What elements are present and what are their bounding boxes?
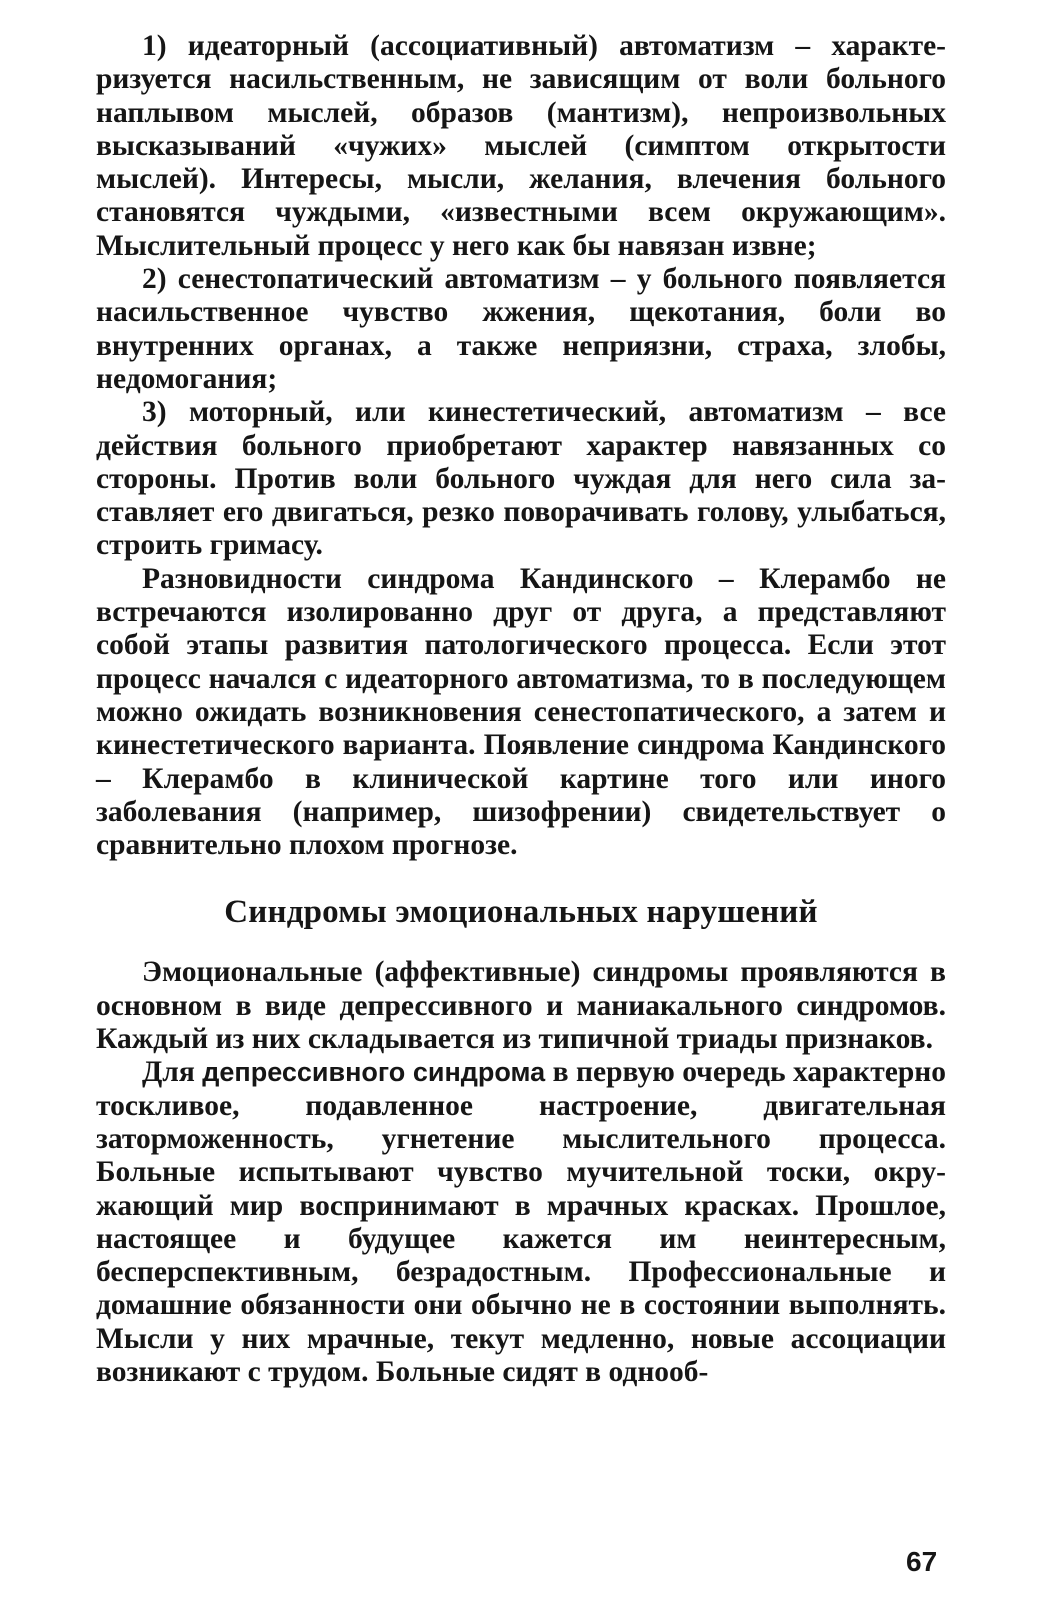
paragraph-ideatory-automatism: 1) идеаторный (ассоциативный) автоматизм – характеризуется насильственным, не зависящим от воли больного наплывом мыслей, образов (мантизм), непроизвольных высказываний «чужих» мыслей (симптом открытости мыслей). Интересы, мысли, желания, влечения больного становятся чуждыми, «известными всем окружающим». Мыслительный процесс у него как бы навязан извне; — [96, 30, 946, 262]
book-page — [96, 30, 946, 1389]
depressive-syndrome-term: депрессивного синдрома — [202, 1057, 546, 1088]
depressive-body-text: в первую очередь характерно тоскливое, подавленное настроение, двигательная заторможенность, угнетение мыслительного процесса. Больные испытывают чувство мучительной тоски, окружающий мир воспринимают в мрачных красках. Прошлое, настоящее и будущее кажется им неинтересным, бесперспективным, безрадостным. Профессиональные и домашние обязанности они обычно не в состоянии выполнять. Мысли у них мрачные, текут медленно, новые ассоциации возникают с трудом. Больные сидят в однооб- — [96, 1056, 947, 1388]
paragraph-motor-automatism: 3) моторный, или кинестетический, автоматизм – все действия больного приобретают характер навязанных со стороны. Против воли больного чуждая для него сила заставляет его двигаться, резко поворачивать голову, улыбаться, строить гримасу. — [96, 396, 946, 562]
paragraph-emotional-syndromes: Эмоциональные (аффективные) синдромы проявляются в основном в виде депрессивного и маниакального синдромов. Каждый из них складывается из типичной триады признаков. — [96, 956, 946, 1056]
paragraph-depressive-syndrome — [96, 1056, 946, 1389]
paragraph-senestopathic-automatism: 2) сенестопатический автоматизм – у больного появляется насильственное чувство жжения, щекотания, боли во внутренних органах, а также неприязни, страха, злобы, недомогания; — [96, 263, 946, 395]
section-heading: Синдромы эмоциональных нарушений — [224, 894, 818, 931]
depressive-lead-text: Для — [142, 1056, 203, 1089]
paragraph-kandinsky-varieties: Разновидности синдрома Кандинского – Клерамбо не встречаются изолированно друг от друга, а представляют собой этапы развития патологического процесса. Если этот процесс начался с идеаторного автоматизма, то в последующем можно ожидать возникновения сенестопатического, а затем и кинестетического варианта. Появление синдрома Кандинского – Клерамбо в клинической картине того или иного заболевания (например, шизофрении) свидетельствует о сравнительно плохом прогнозе. — [96, 562, 946, 862]
page-number: 67 — [906, 1546, 938, 1577]
